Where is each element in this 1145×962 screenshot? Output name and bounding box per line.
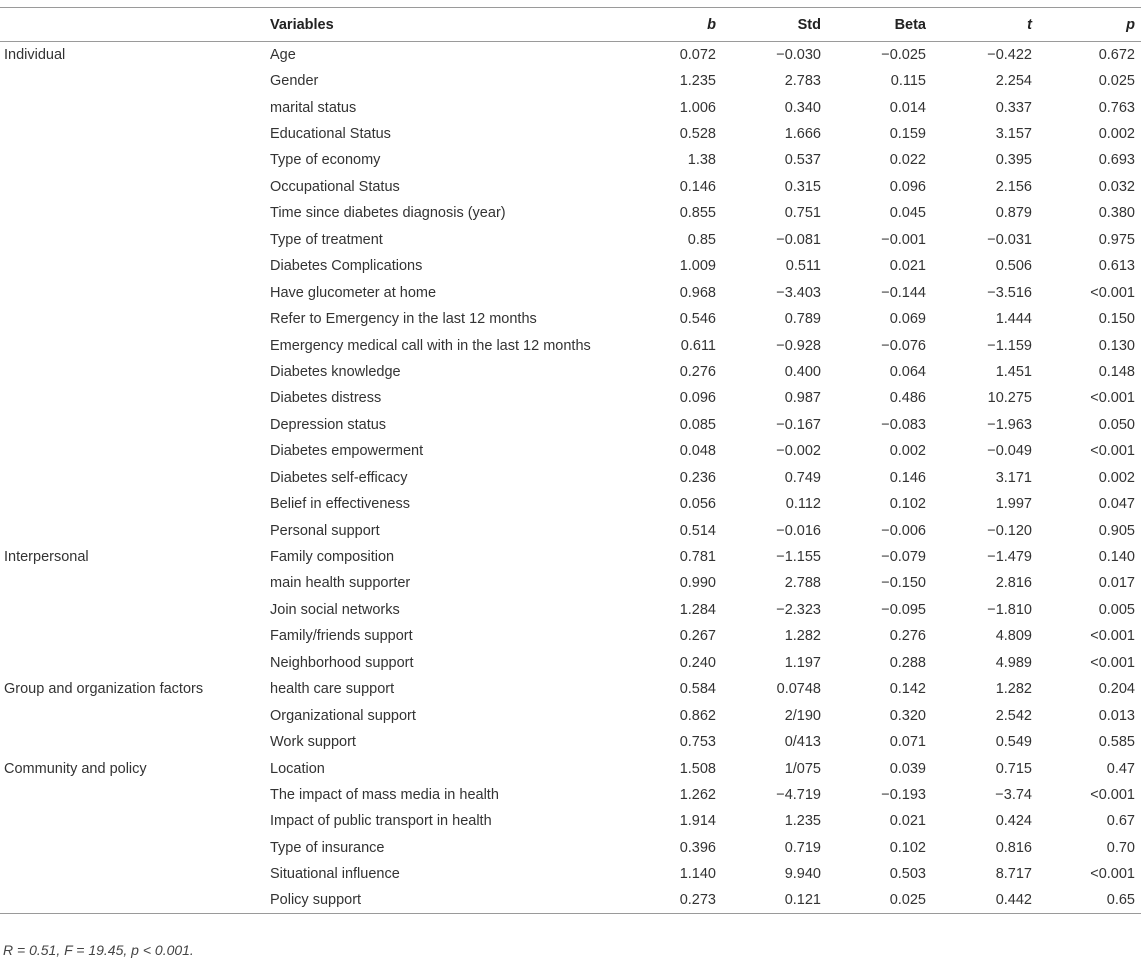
cell-std: 2.783 [784,73,821,90]
cell-std: 1/075 [784,760,821,777]
regression-table-container [0,7,1145,914]
cell-std: −1.155 [776,549,821,566]
cell-beta: −0.150 [881,575,926,592]
header-beta: Beta [821,8,926,42]
cell-beta: 0.276 [889,628,926,645]
cell-t: 1.451 [995,363,1032,380]
cell-t: 2.816 [995,575,1032,592]
cell-variable: Diabetes self-efficacy [270,469,408,486]
cell-group [0,438,265,464]
cell-group [0,253,265,279]
cell-p: <0.001 [1090,654,1135,671]
table-row [0,174,1141,200]
cell-b: 0.236 [679,469,716,486]
cell-group [0,121,265,147]
table-row [0,227,1141,253]
cell-b: 0.781 [679,549,716,566]
cell-t: 3.171 [995,469,1032,486]
cell-p: 0.672 [1098,46,1135,63]
cell-group [0,517,265,543]
cell-b: 0.146 [679,178,716,195]
cell-b: 0.862 [679,707,716,724]
table-row [0,94,1141,120]
cell-beta: 0.045 [889,205,926,222]
regression-table [0,7,1141,914]
cell-b: 0.514 [679,522,716,539]
cell-group [0,888,265,914]
cell-beta: −0.083 [881,416,926,433]
table-row [0,570,1141,596]
cell-variable: Situational influence [270,866,400,883]
cell-b: 0.267 [679,628,716,645]
cell-std: −0.030 [776,46,821,63]
table-row [0,306,1141,332]
cell-std: −2.323 [776,601,821,618]
table-row [0,544,1141,570]
cell-t: 1.444 [995,311,1032,328]
cell-std: 1.235 [784,813,821,830]
cell-p: 0.032 [1098,178,1135,195]
cell-beta: 0.159 [889,126,926,143]
cell-variable: Gender [270,73,319,90]
cell-b: 1.140 [679,866,716,883]
cell-beta: 0.288 [889,654,926,671]
cell-group: Individual [4,46,66,63]
cell-group [0,491,265,517]
cell-std: −0.928 [776,337,821,354]
cell-variable: Location [270,760,325,777]
cell-beta: 0.025 [821,888,926,914]
cell-group [0,306,265,332]
cell-t: 3.157 [995,126,1032,143]
table-row [0,332,1141,358]
cell-b: 0.056 [679,496,716,513]
cell-group [0,861,265,887]
cell-b: 0.528 [679,126,716,143]
table-row [0,385,1141,411]
cell-std: 0.400 [784,363,821,380]
cell-p: 0.002 [1098,469,1135,486]
header-t: t [926,8,1032,42]
cell-group [0,650,265,676]
cell-b: 1.235 [679,73,716,90]
cell-b: 0.240 [679,654,716,671]
header-std: Std [716,8,821,42]
cell-t: −0.120 [987,522,1032,539]
cell-std: −4.719 [776,786,821,803]
cell-variable: Emergency medical call with in the last 12 months [270,337,591,354]
cell-p: 0.70 [1106,839,1135,856]
cell-p: 0.005 [1098,601,1135,618]
table-row [0,68,1141,94]
cell-b: 0.611 [680,337,716,354]
cell-p: 0.150 [1098,311,1135,328]
cell-group [0,279,265,305]
cell-t: 1.282 [995,681,1032,698]
cell-beta: 0.115 [890,73,926,90]
cell-std: 0.121 [716,888,821,914]
cell-b: 1.914 [679,813,716,830]
cell-t: 0.506 [995,258,1032,275]
cell-std: −3.403 [776,284,821,301]
cell-std: 0.719 [784,839,821,856]
cell-p: 0.65 [1032,888,1141,914]
table-body [0,42,1141,914]
cell-p: 0.013 [1098,707,1135,724]
cell-variable: Join social networks [270,601,400,618]
table-row [0,782,1141,808]
cell-variable: marital status [270,99,357,116]
cell-group [0,359,265,385]
table-row [0,517,1141,543]
table-row [0,465,1141,491]
cell-std: 0.511 [785,258,821,275]
cell-b: 1.38 [687,152,716,169]
cell-group: Interpersonal [4,549,89,566]
cell-std: −0.167 [776,416,821,433]
cell-variable: Family composition [270,549,395,566]
cell-beta: 0.021 [889,258,926,275]
cell-b: 0.753 [679,734,716,751]
cell-std: 0.340 [784,99,821,116]
cell-p: 0.905 [1098,522,1135,539]
cell-b: 0.273 [645,888,716,914]
cell-t: −1.479 [987,549,1032,566]
cell-beta: −0.001 [881,231,926,248]
cell-b: 0.546 [679,311,716,328]
table-row [0,253,1141,279]
cell-variable: Type of treatment [270,231,383,248]
cell-group [0,570,265,596]
cell-b: 0.85 [687,231,716,248]
cell-group [0,147,265,173]
cell-t: 0.715 [995,760,1032,777]
cell-t: 0.395 [995,152,1032,169]
cell-t: 4.989 [995,654,1032,671]
cell-t: 0.337 [995,99,1032,116]
cell-beta: 0.503 [889,866,926,883]
header-b: b [645,8,716,42]
cell-b: 0.085 [679,416,716,433]
cell-p: <0.001 [1090,628,1135,645]
table-row [0,835,1141,861]
cell-group: Group and organization factors [4,681,204,698]
cell-beta: −0.095 [881,601,926,618]
table-row [0,808,1141,834]
cell-beta: 0.320 [889,707,926,724]
cell-p: 0.130 [1098,337,1135,354]
cell-variable: Have glucometer at home [270,284,437,301]
cell-p: 0.017 [1098,575,1135,592]
cell-std: 0.112 [785,496,821,513]
cell-p: 0.763 [1098,99,1135,116]
cell-std: −0.002 [776,443,821,460]
cell-b: 0.968 [679,284,716,301]
cell-std: −0.016 [776,522,821,539]
cell-beta: 0.146 [889,469,926,486]
cell-group [0,385,265,411]
cell-t: −0.422 [987,46,1032,63]
cell-group [0,68,265,94]
cell-beta: 0.096 [889,178,926,195]
cell-group [0,623,265,649]
table-row [0,888,1141,914]
cell-t: −3.74 [995,786,1032,803]
cell-t: −3.516 [987,284,1032,301]
cell-variable: Impact of public transport in health [270,813,492,830]
cell-t: −1.963 [987,416,1032,433]
cell-p: 0.148 [1098,363,1135,380]
cell-t: 0.816 [995,839,1032,856]
table-row [0,729,1141,755]
cell-std: 9.940 [784,866,821,883]
cell-variable: Time since diabetes diagnosis (year) [270,205,506,222]
table-row [0,597,1141,623]
cell-p: 0.67 [1106,813,1135,830]
cell-p: 0.693 [1098,152,1135,169]
cell-beta: 0.022 [889,152,926,169]
cell-std: 0.0748 [776,681,821,698]
cell-p: <0.001 [1090,866,1135,883]
cell-variable: Depression status [270,416,387,433]
cell-b: 0.072 [679,46,716,63]
cell-variable: Diabetes Complications [270,258,423,275]
cell-p: <0.001 [1090,443,1135,460]
cell-variable: Personal support [270,522,380,539]
cell-b: 0.396 [679,839,716,856]
cell-beta: 0.064 [889,363,926,380]
table-row [0,650,1141,676]
table-row [0,200,1141,226]
cell-std: 1.282 [784,628,821,645]
cell-beta: 0.071 [889,734,926,751]
cell-t: 2.542 [995,707,1032,724]
cell-variable: Diabetes knowledge [270,363,401,380]
cell-group [0,782,265,808]
cell-std: 0.315 [784,178,821,195]
cell-t: −1.810 [987,601,1032,618]
header-variables: Variables [265,8,645,42]
cell-b: 1.262 [679,786,716,803]
cell-p: 0.050 [1098,416,1135,433]
cell-p: 0.380 [1098,205,1135,222]
cell-beta: 0.102 [889,839,926,856]
table-row [0,702,1141,728]
cell-b: 0.276 [679,363,716,380]
cell-group [0,227,265,253]
cell-variable: health care support [270,681,395,698]
cell-t: 0.442 [926,888,1032,914]
cell-group [0,412,265,438]
cell-variable: Organizational support [270,707,416,724]
cell-group [0,200,265,226]
cell-group [0,835,265,861]
cell-t: 0.424 [995,813,1032,830]
cell-group [0,729,265,755]
cell-variable: The impact of mass media in health [270,786,499,803]
cell-p: 0.975 [1098,231,1135,248]
cell-variable: Type of insurance [270,839,385,856]
cell-group [0,808,265,834]
cell-variable: Educational Status [270,126,391,143]
cell-b: 0.048 [679,443,716,460]
cell-std: 2/190 [784,707,821,724]
cell-std: 2.788 [784,575,821,592]
cell-variable: Age [270,46,296,63]
cell-std: 0.751 [784,205,821,222]
cell-group: Community and policy [4,760,147,777]
cell-std: 1.197 [784,654,821,671]
cell-variable: Diabetes distress [270,390,382,407]
header-p: p [1032,8,1141,42]
cell-t: −1.159 [987,337,1032,354]
table-row [0,755,1141,781]
cell-t: 2.156 [995,178,1032,195]
cell-beta: −0.006 [881,522,926,539]
cell-std: 1.666 [784,126,821,143]
cell-t: 0.549 [995,734,1032,751]
table-row [0,676,1141,702]
cell-group [0,465,265,491]
cell-beta: 0.039 [889,760,926,777]
cell-t: 1.997 [995,496,1032,513]
cell-p: 0.204 [1098,681,1135,698]
cell-beta: 0.021 [889,813,926,830]
cell-beta: −0.079 [881,549,926,566]
cell-b: 0.990 [679,575,716,592]
cell-variable: Occupational Status [270,178,400,195]
cell-group [0,174,265,200]
table-row [0,359,1141,385]
table-row [0,491,1141,517]
cell-std: 0.789 [784,311,821,328]
cell-p: 0.585 [1098,734,1135,751]
table-row [0,623,1141,649]
cell-std: 0.987 [784,390,821,407]
cell-variable: Work support [270,734,356,751]
cell-p: <0.001 [1090,786,1135,803]
table-row [0,438,1141,464]
cell-t: 8.717 [995,866,1032,883]
cell-p: 0.140 [1098,549,1135,566]
cell-variable: Family/friends support [270,628,413,645]
cell-b: 1.284 [679,601,716,618]
cell-variable: Policy support [265,888,645,914]
cell-variable: Type of economy [270,152,381,169]
table-row [0,42,1141,68]
cell-beta: 0.002 [889,443,926,460]
cell-beta: −0.025 [881,46,926,63]
cell-t: −0.031 [987,231,1032,248]
cell-beta: 0.069 [889,311,926,328]
cell-variable: Refer to Emergency in the last 12 months [270,311,537,328]
table-header-row [0,8,1141,42]
cell-t: −0.049 [987,443,1032,460]
table-row [0,121,1141,147]
cell-t: 10.275 [987,390,1032,407]
cell-p: <0.001 [1090,390,1135,407]
cell-p: 0.002 [1098,126,1135,143]
cell-t: 0.879 [995,205,1032,222]
cell-b: 1.009 [679,258,716,275]
cell-b: 0.096 [679,390,716,407]
cell-group [0,597,265,623]
cell-variable: main health supporter [270,575,411,592]
cell-p: 0.047 [1098,496,1135,513]
table-row [0,279,1141,305]
cell-std: 0.749 [784,469,821,486]
cell-t: 2.254 [995,73,1032,90]
cell-beta: 0.142 [889,681,926,698]
cell-variable: Diabetes empowerment [270,443,424,460]
cell-p: 0.47 [1106,760,1135,777]
cell-p: 0.025 [1098,73,1135,90]
cell-variable: Neighborhood support [270,654,414,671]
cell-b: 1.508 [679,760,716,777]
cell-b: 0.584 [679,681,716,698]
cell-p: 0.613 [1098,258,1135,275]
cell-beta: 0.014 [889,99,926,116]
table-row [0,412,1141,438]
cell-std: 0/413 [784,734,821,751]
cell-b: 1.006 [679,99,716,116]
cell-group [0,332,265,358]
cell-p: <0.001 [1090,284,1135,301]
cell-beta: −0.144 [881,284,926,301]
table-row [0,147,1141,173]
cell-group [0,702,265,728]
cell-beta: −0.193 [881,786,926,803]
cell-beta: −0.076 [881,337,926,354]
cell-b: 0.855 [679,205,716,222]
cell-t: 4.809 [995,628,1032,645]
table-footnote: R = 0.51, F = 19.45, p < 0.001. [3,942,194,958]
cell-group [0,94,265,120]
cell-std: 0.537 [784,152,821,169]
cell-beta: 0.486 [889,390,926,407]
table-row [0,861,1141,887]
cell-variable: Belief in effectiveness [270,496,410,513]
cell-std: −0.081 [776,231,821,248]
header-group [0,8,265,42]
cell-beta: 0.102 [889,496,926,513]
